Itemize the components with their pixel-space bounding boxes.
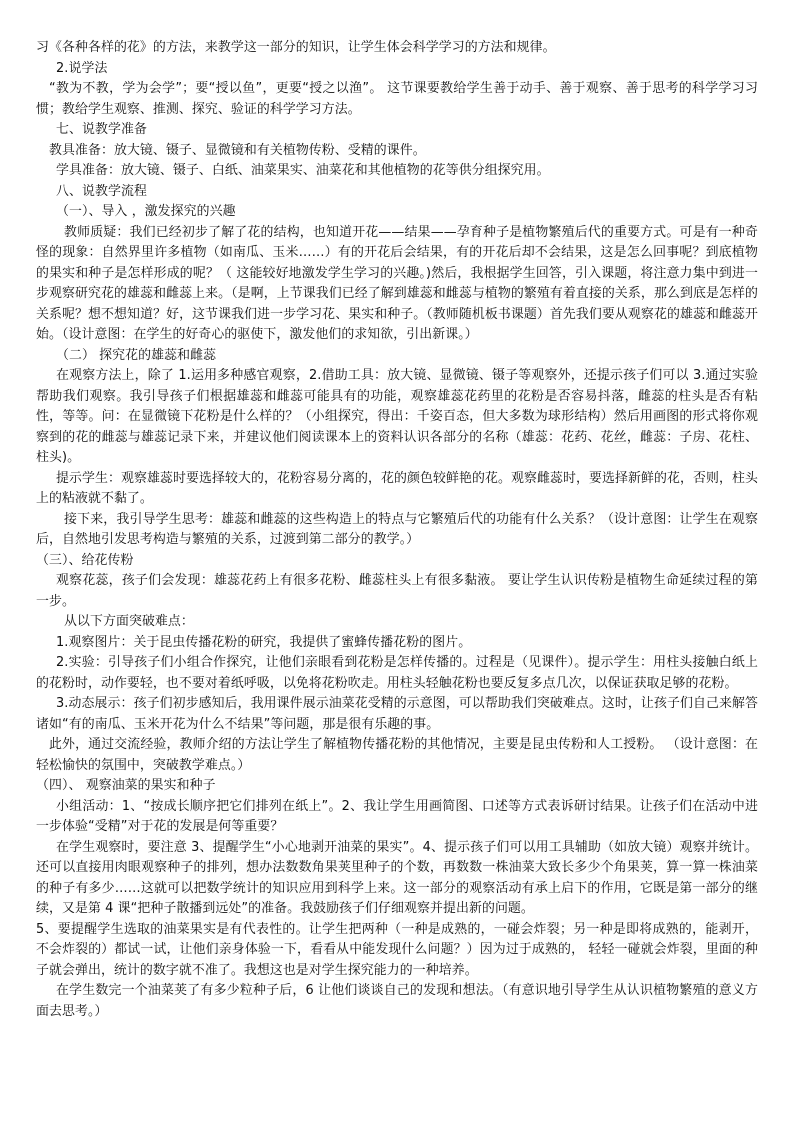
paragraph: 在学生观察时，要注意 3、提醒学生“小心地剥开油菜的果实”。4、提示孩子们可以用工具辅助（如放大镜）观察并统计。还可以直接用肉眼观察种子的排列，想办法数数角果荚里种子的个数，再数数一株油菜大致长多少个角果荚，算一算一株油菜的种子有多少……这就可以把数学统计的知识应用到科学上来。这一部分的观察活动有承上启下的作用，它既是第一部分的继续，又是第 4 课“把种子散播到远处”的准备。我鼓励孩子们仔细观察并提出新的问题。 — [36, 839, 758, 916]
paragraph: 2.实验：引导孩子们小组合作探究，让他们亲眼看到花粉是怎样传播的。过程是（见课件）。提示学生：用柱头接触白纸上的花粉时，动作要轻，也不要对着纸呼吸，以免将花粉吹走。用柱头轻触花粉也要反复多点几次，以保证获取足够的花粉。 — [36, 655, 758, 691]
paragraph: 提示学生：观察雄蕊时要选择较大的，花粉容易分离的，花的颜色较鲜艳的花。观察雌蕊时，要选择新鲜的花，否则，柱头上的粘液就不黏了。 — [36, 470, 758, 506]
paragraph: 教师质疑：我们已经初步了解了花的结构，也知道开花——结果——孕育种子是植物繁殖后代的重要方式。可是有一种奇怪的现象：自然界里许多植物（如南瓜、玉米……）有的开花后会结果，有的开花后却不会结果，这是怎么回事呢？到底植物的果实和种子是怎样形成的呢？（ 这能较好地激发学生学习的兴趣。)然后，我根据学生回答，引入课题，将注意力集中到进一步观察研究花的雄蕊和雌蕊上来。（是啊，上节课我们已经了解到雄蕊和雌蕊与植物的繁殖有着直接的关系，那么到底是怎样的关系呢？想不想知道？好，这节课我们进一步学习花、果实和种子。（教师随机板书课题）首先我们要从观察花的雄蕊和雌蕊开始。（设计意图：在学生的好奇心的驱使下，激发他们的求知欲，引出新课。） — [36, 224, 758, 342]
paragraph: “教为不教，学为会学”；要“授以鱼”，更要“授之以渔”。 这节课要教给学生善于动手、善于观察、善于思考的科学学习习惯；教给学生观察、推测、探究、验证的科学学习方法。 — [36, 81, 758, 117]
heading-section-4: （四）、 观察油菜的果实和种子 — [36, 778, 216, 793]
heading-learning-method: 2.说学法 — [56, 60, 108, 76]
heading-teaching-preparation: 七、说教学准备 — [56, 122, 147, 137]
paragraph: 在观察方法上，除了 1.运用多种感官观察，2.借助工具：放大镜、显微镜、镊子等观察外，还提示孩子们可以 3.通过实验帮助我们观察。我引导孩子们根据雄蕊和雌蕊可能具有的功能，观察雄蕊花药里的花粉是否容易抖落，雌蕊的柱头是否有粘性，等等。问：在显微镜下花粉是什么样的？（小组探究，得出：千姿百态，但大多数为球形结构）然后用画图的形式将你观察到的花的雌蕊与雄蕊记录下来，并建议他们阅读课本上的资料认识各部分的名称（雄蕊：花药、花丝，雌蕊：子房、花柱、柱头)。 — [36, 368, 758, 465]
paragraph: 习《各种各样的花》的方法，来教学这一部分的知识，让学生体会科学学习的方法和规律。 — [36, 40, 556, 55]
paragraph: 小组活动：1、“按成长顺序把它们排列在纸上”。2、我让学生用画简图、口述等方式表诉研讨结果。让孩子们在活动中进一步体验“受精”对于花的发展是何等重要？ — [36, 798, 758, 834]
paragraph: 1.观察图片：关于昆虫传播花粉的研究，我提供了蜜蜂传播花粉的图片。 — [56, 634, 472, 650]
heading-section-1: （一）、导入 ，激发探究的兴趣 — [56, 204, 236, 219]
paragraph: 教具准备：放大镜、镊子、显微镜和有关植物传粉、受精的课件。 — [49, 142, 426, 158]
paragraph: 学具准备：放大镜、镊子、白纸、油菜果实、油菜花和其他植物的花等供分组探究用。 — [56, 163, 550, 178]
heading-teaching-process: 八、说教学流程 — [56, 183, 147, 199]
paragraph: 接下来，我引导学生思考：雄蕊和雌蕊的这些构造上的特点与它繁殖后代的功能有什么关系？（设计意图：让学生在观察后，自然地引发思考构造与繁殖的关系，过渡到第二部分的教学。） — [36, 511, 758, 547]
document-page — [36, 38, 758, 1022]
paragraph: 在学生数完一个油菜荚了有多少粒种子后，6 让他们谈谈自己的发现和想法。（有意识地引导学生从认识植物繁殖的意义方面去思考。） — [36, 983, 758, 1019]
paragraph: 此外，通过交流经验，教师介绍的方法让学生了解植物传播花粉的其他情况，主要是昆虫传粉和人工授粉。 （设计意图：在轻松愉快的氛围中，突破教学难点。） — [36, 737, 758, 773]
paragraph: 5、要提醒学生选取的油菜果实是有代表性的。让学生把两种（一种是成熟的，一碰会炸裂；另一种是即将成熟的，能剥开，不会炸裂的）都试一试，让他们亲身体验一下，看看从中能发现什么问题？）因为过于成熟的， 轻轻一碰就会炸裂，里面的种子就会弹出，统计的数字就不准了。我想这也是对学生探究能力的一种培养。 — [36, 921, 758, 978]
paragraph: 3.动态展示：孩子们初步感知后，我用课件展示油菜花受精的示意图，可以帮助我们突破难点。这时，让孩子们自己来解答诸如“有的南瓜、玉米开花为什么不结果”等问题，那是很有乐趣的事。 — [36, 696, 758, 732]
paragraph: 从以下方面突破难点： — [64, 614, 194, 629]
heading-section-2: （二） 探究花的雄蕊和雌蕊 — [56, 347, 217, 363]
heading-section-3: （三）、给花传粉 — [36, 552, 134, 568]
paragraph: 观察花蕊，孩子们会发现：雄蕊花药上有很多花粉、雌蕊柱头上有很多黏液。 要让学生认识传粉是植物生命延续过程的第一步。 — [36, 573, 758, 609]
